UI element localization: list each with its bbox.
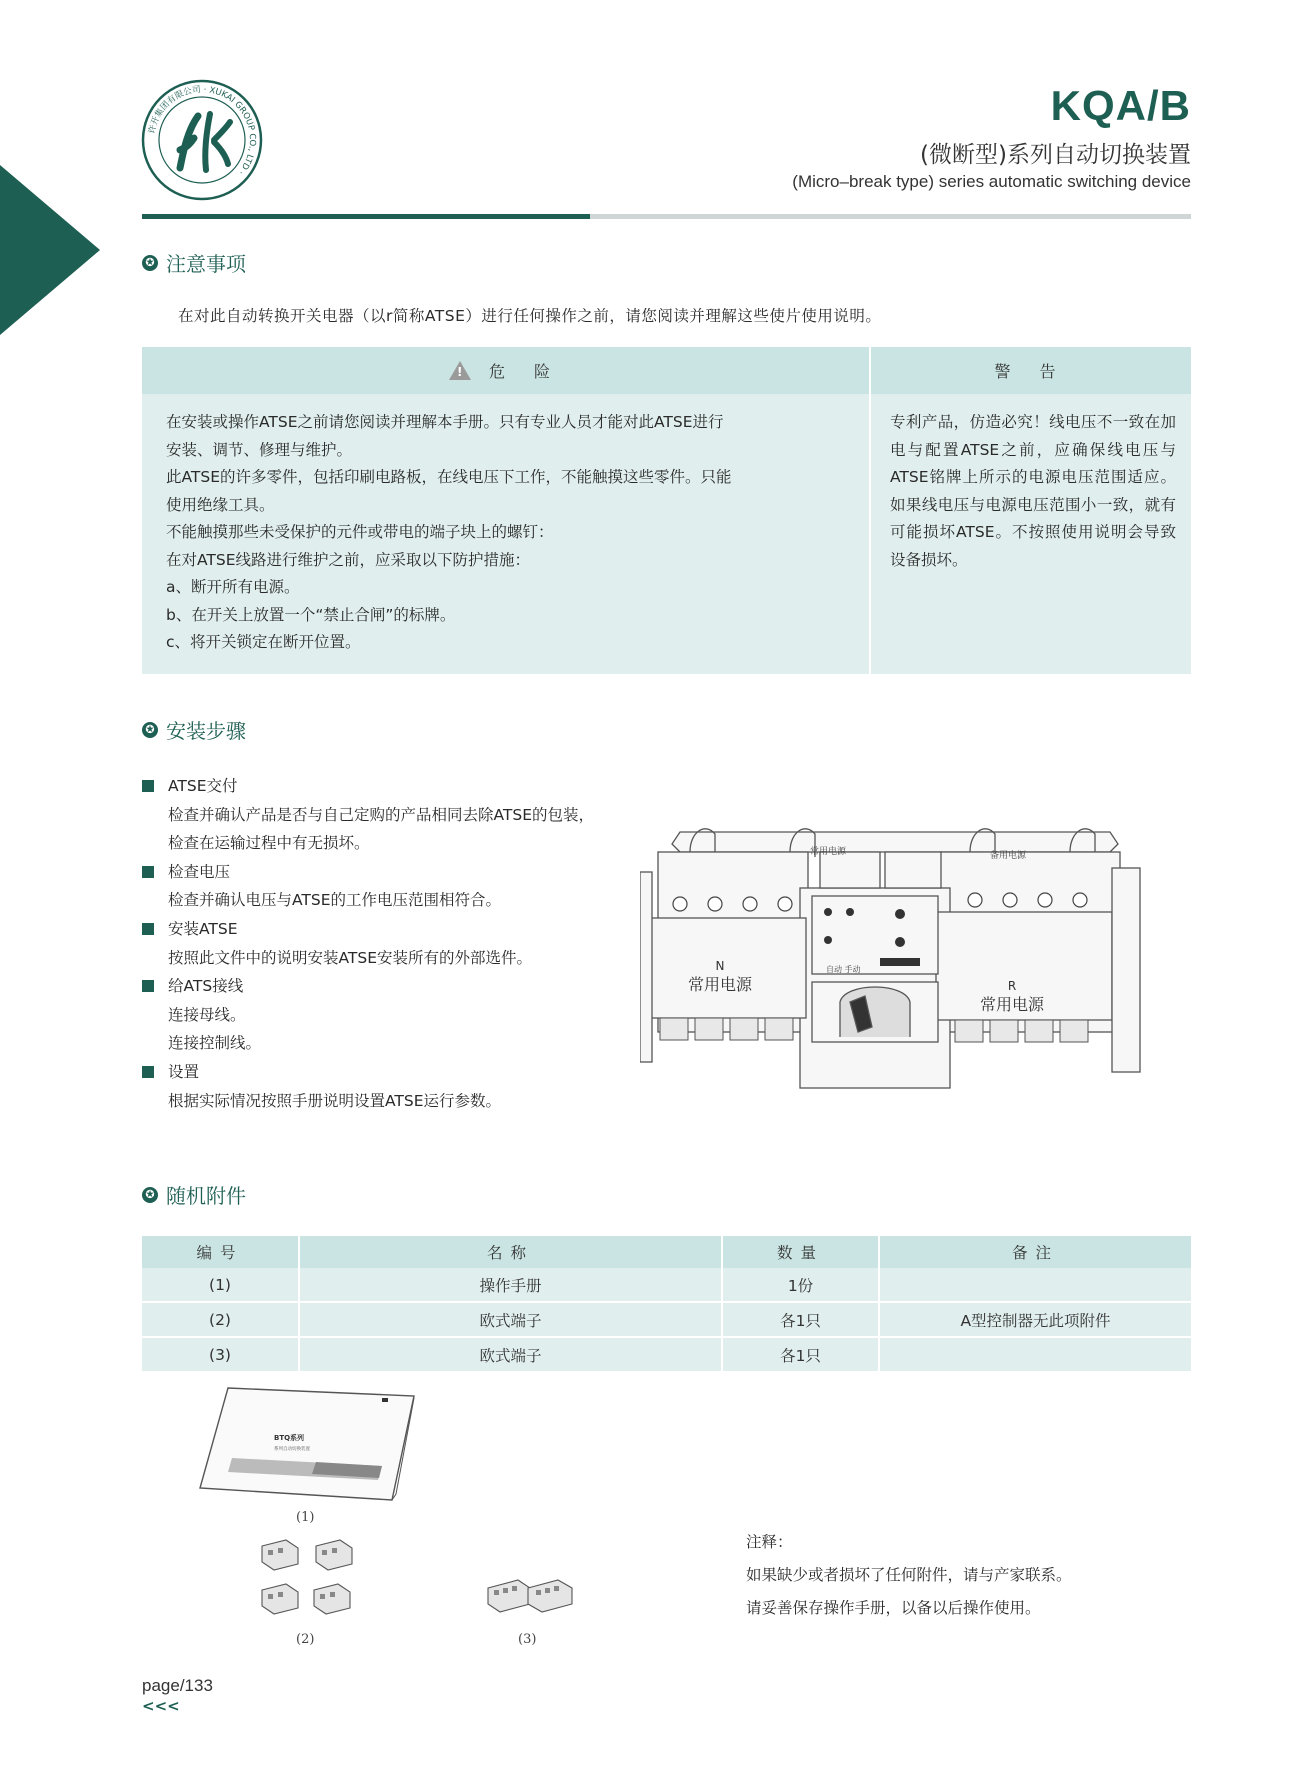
accessories-table — [142, 1236, 1191, 1371]
step-label: 安装ATSE — [168, 919, 238, 938]
table-cell: 各1只 — [722, 1302, 879, 1337]
danger-header — [142, 347, 869, 394]
step-desc: 根据实际情况按照手册说明设置ATSE运行参数。 — [168, 1091, 502, 1110]
model-title: KQA/B — [1050, 82, 1191, 129]
top-left-tag: 常用电源 — [810, 847, 847, 857]
section-title-install — [142, 715, 246, 744]
manual-illustration — [196, 1384, 418, 1504]
danger-line: a、断开所有电源。 — [166, 578, 300, 596]
step-heading — [142, 858, 682, 887]
table-cell: 1份 — [722, 1268, 879, 1302]
step-label: ATSE交付 — [168, 777, 238, 795]
col-header: 数量 — [722, 1236, 879, 1268]
step-desc: 连接母线。 — [168, 1005, 246, 1024]
square-bullet-icon — [142, 1066, 154, 1078]
note-line: 如果缺少或者损坏了任何附件，请与产家联系。 — [746, 1566, 1072, 1584]
manual-cover-sub: 系列自动切换装置 — [274, 1447, 310, 1452]
warning-content: 专利产品，仿造必究！线电压不一致在加电与配置ATSE之前，应确保线电压与ATSE铭牌上所示的电源电压范围适应。如果线电压与电源电压范围小一致，就有可能损坏ATSE。不按照使用说明会导致设备损坏。 — [890, 413, 1176, 569]
table-cell: 各1只 — [722, 1337, 879, 1371]
table-cell: 欧式端子 — [299, 1302, 722, 1337]
table-cell: 操作手册 — [299, 1268, 722, 1302]
step-heading — [142, 1058, 682, 1087]
figure-label: (3) — [518, 1632, 537, 1647]
danger-line: 不能触摸那些未受保护的元件或带电的端子块上的螺钉： — [166, 523, 554, 541]
table-cell — [879, 1268, 1191, 1302]
section-title-text: 注意事项 — [166, 252, 246, 276]
star-icon: ✪ — [142, 722, 158, 738]
left-source-label: 常用电源 — [687, 975, 753, 994]
step-label: 检查电压 — [168, 862, 231, 881]
table-divider — [869, 347, 871, 674]
top-right-tag: 备用电源 — [990, 851, 1027, 861]
square-bullet-icon — [142, 923, 154, 935]
corner-triangle-decoration — [0, 165, 100, 335]
left-source-letter: N — [715, 959, 725, 973]
table-cell: 欧式端子 — [299, 1337, 722, 1371]
step-desc: 连接控制线。 — [168, 1034, 262, 1053]
figure-label: (2) — [296, 1632, 315, 1647]
table-cell: (3) — [142, 1337, 299, 1371]
star-icon: ✪ — [142, 255, 158, 271]
danger-line: 在对ATSE线路进行维护之前，应采取以下防护措施： — [166, 550, 531, 569]
table-row — [142, 1337, 1191, 1371]
atse-device-illustration — [640, 812, 1152, 1094]
page-back-arrow[interactable]: <<< — [142, 1697, 180, 1715]
table-cell — [879, 1337, 1191, 1371]
step-desc: 检查并确认产品是否与自己定购的产品相同去除ATSE的包装， — [168, 805, 595, 824]
table-cell: (1) — [142, 1268, 299, 1302]
alert-triangle-icon: ! — [449, 361, 471, 380]
square-bullet-icon — [142, 866, 154, 878]
danger-line: 使用绝缘工具。 — [166, 495, 275, 514]
manual-cover-title: BTQ系列 — [274, 1434, 305, 1442]
logo-lettering: 许开集团有限公司 · XUKAI GROUP CO., LTD · — [147, 84, 258, 177]
table-row — [142, 1268, 1191, 1302]
warning-header — [871, 347, 1191, 394]
danger-line: c、将开关锁定在断开位置。 — [166, 633, 361, 651]
danger-line: b、在开关上放置一个“禁止合闸”的标牌。 — [166, 605, 456, 624]
step-heading — [142, 915, 682, 944]
col-header: 编号 — [142, 1236, 299, 1268]
section-title-accessories — [142, 1180, 246, 1209]
section-title-text: 安装步骤 — [166, 719, 246, 743]
company-logo — [140, 78, 264, 202]
table-row — [142, 1302, 1191, 1337]
col-header: 名称 — [299, 1236, 722, 1268]
col-header: 备注 — [879, 1236, 1191, 1268]
right-source-letter: R — [1007, 979, 1017, 993]
danger-content — [166, 409, 856, 657]
step-heading — [142, 972, 682, 1001]
terminal-blocks-3-illustration — [484, 1576, 576, 1618]
header-divider — [142, 214, 1191, 219]
install-steps — [142, 772, 682, 1115]
page-number: page/133 — [142, 1676, 213, 1695]
product-title-cn: (微断型)系列自动切换装置 — [920, 142, 1191, 168]
danger-label: 危 险 — [488, 362, 563, 381]
danger-line: 安装、调节、修理与维护。 — [166, 440, 353, 459]
warning-label: 警 告 — [994, 362, 1068, 381]
accessories-note — [746, 1526, 1072, 1625]
warning-table — [142, 347, 1191, 674]
section-title-text: 随机附件 — [166, 1184, 246, 1208]
star-icon: ✪ — [142, 1187, 158, 1203]
step-desc: 按照此文件中的说明安装ATSE安装所有的外部选件。 — [168, 948, 533, 967]
square-bullet-icon — [142, 780, 154, 792]
square-bullet-icon — [142, 980, 154, 992]
right-source-label: 常用电源 — [979, 995, 1045, 1014]
danger-line: 此ATSE的许多零件，包括印刷电路板，在线电压下工作，不能触摸这些零件。只能 — [166, 468, 732, 486]
notice-intro: 在对此自动转换开关电器（以r简称ATSE）进行任何操作之前，请您阅读并理解这些使片使用说明。 — [178, 307, 882, 325]
note-line: 请妥善保存操作手册，以备以后操作使用。 — [746, 1599, 1041, 1617]
step-label: 给ATS接线 — [168, 977, 244, 996]
product-title-en: (Micro–break type) series automatic switching device — [792, 172, 1191, 191]
note-title: 注释： — [746, 1533, 793, 1551]
step-desc: 检查并确认电压与ATSE的工作电压范围相符合。 — [168, 891, 502, 910]
table-cell: (2) — [142, 1302, 299, 1337]
step-desc: 检查在运输过程中有无损坏。 — [168, 834, 370, 853]
figure-label: (1) — [296, 1510, 315, 1525]
step-label: 设置 — [168, 1062, 200, 1081]
table-cell: A型控制器无此项附件 — [879, 1302, 1191, 1337]
panel-tag: 自动 手动 — [826, 965, 861, 974]
section-title-notice — [142, 248, 246, 277]
table-header-row — [142, 1236, 1191, 1268]
danger-line: 在安装或操作ATSE之前请您阅读并理解本手册。只有专业人员才能对此ATSE进行 — [166, 413, 724, 431]
terminal-blocks-2-illustration — [258, 1536, 358, 1622]
step-heading — [142, 772, 682, 801]
